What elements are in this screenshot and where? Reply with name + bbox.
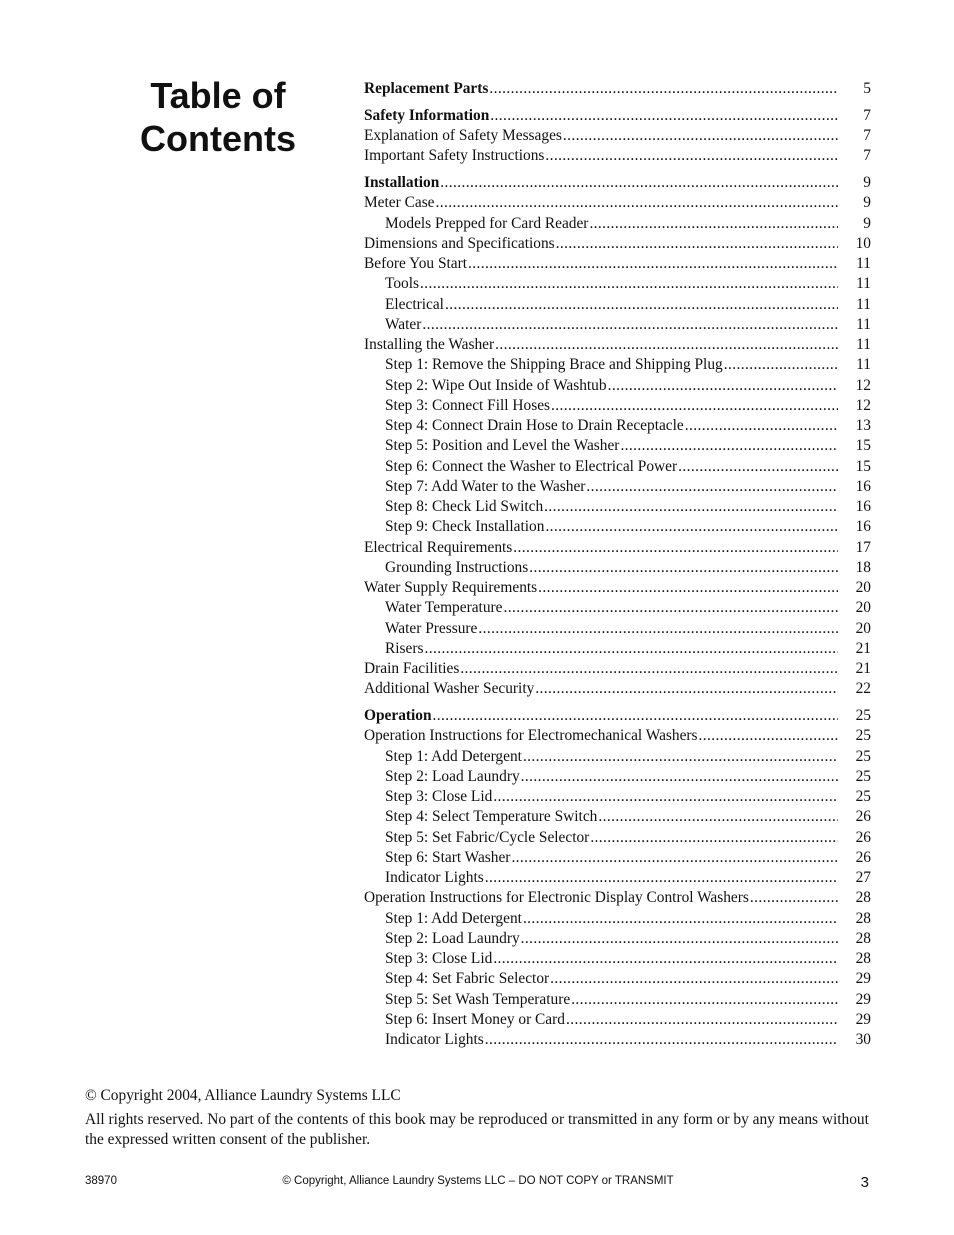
toc-entry-page: 13	[855, 417, 871, 434]
toc-entry-page: 25	[855, 767, 871, 785]
table-of-contents	[364, 79, 871, 1050]
toc-entry-page: 26	[855, 828, 871, 846]
toc-entry	[364, 659, 871, 679]
dot-leader	[478, 619, 838, 639]
toc-entry-page: 30	[855, 1031, 871, 1048]
dot-leader	[420, 274, 838, 294]
dot-leader	[556, 234, 838, 254]
toc-entry-label: Safety Information	[364, 106, 490, 124]
toc-entry-label: Indicator Lights	[385, 869, 484, 886]
toc-entry	[364, 234, 871, 254]
toc-entry-label: Step 6: Connect the Washer to Electrical Power	[385, 457, 678, 475]
toc-entry	[364, 929, 871, 949]
toc-entry-page: 28	[855, 909, 871, 927]
toc-entry-label: Step 5: Set Fabric/Cycle Selector	[385, 828, 590, 846]
toc-entry	[364, 335, 871, 355]
toc-entry-label: Electrical	[385, 295, 444, 313]
toc-entry	[364, 828, 871, 848]
toc-entry-label: Tools	[385, 275, 419, 293]
toc-entry-page: 11	[856, 275, 871, 293]
toc-entry-label: Step 3: Close Lid	[385, 950, 493, 967]
toc-entry	[364, 807, 871, 827]
dot-leader	[460, 659, 838, 679]
toc-entry-label: Replacement Parts	[364, 80, 489, 97]
toc-entry-page: 18	[855, 558, 871, 576]
dot-leader	[551, 396, 838, 416]
dot-leader	[545, 146, 838, 166]
toc-entry-label: Water Supply Requirements	[364, 579, 538, 596]
dot-leader	[521, 767, 838, 787]
dot-leader	[750, 888, 838, 908]
toc-entry	[364, 146, 871, 166]
dot-leader	[685, 416, 838, 436]
toc-entry-label: Step 6: Start Washer	[385, 848, 511, 866]
dot-leader	[598, 807, 838, 827]
toc-entry-page: 7	[863, 127, 871, 144]
dot-leader	[620, 436, 838, 456]
toc-entry-label: Installing the Washer	[364, 336, 495, 353]
toc-entry-page: 25	[855, 788, 871, 805]
dot-leader	[436, 193, 838, 213]
toc-entry	[364, 477, 871, 497]
dot-leader	[724, 355, 838, 375]
toc-entry	[364, 578, 871, 598]
toc-entry-page: 26	[855, 808, 871, 826]
dot-leader	[422, 315, 838, 335]
toc-entry	[364, 126, 871, 146]
toc-entry-label: Operation Instructions for Electronic Display Control Washers	[364, 889, 749, 907]
toc-entry-page: 12	[855, 376, 871, 394]
toc-entry-page: 25	[855, 707, 871, 724]
toc-entry-page: 17	[855, 538, 871, 556]
toc-entry	[364, 315, 871, 335]
toc-entry-label: Operation	[364, 707, 432, 724]
toc-entry-label: Step 2: Wipe Out Inside of Washtub	[385, 376, 607, 394]
toc-entry	[364, 538, 871, 558]
toc-entry	[364, 1030, 871, 1050]
toc-entry	[364, 193, 871, 213]
toc-entry	[364, 726, 871, 746]
toc-entry	[364, 355, 871, 375]
toc-entry	[364, 679, 871, 699]
dot-leader	[511, 848, 838, 868]
dot-leader	[424, 639, 838, 659]
toc-entry-label: Step 4: Set Fabric Selector	[385, 970, 550, 988]
toc-entry	[364, 706, 871, 726]
toc-entry-label: Step 4: Select Temperature Switch	[385, 808, 598, 826]
toc-entry	[364, 274, 871, 294]
dot-leader	[489, 79, 838, 99]
toc-entry-label: Step 9: Check Installation	[385, 518, 545, 536]
toc-entry	[364, 1010, 871, 1030]
toc-entry	[364, 888, 871, 908]
toc-entry	[364, 517, 871, 537]
toc-entry-label: Step 3: Close Lid	[385, 788, 493, 805]
toc-entry	[364, 868, 871, 888]
toc-entry	[364, 598, 871, 618]
toc-entry-page: 27	[855, 869, 871, 886]
dot-leader	[608, 376, 838, 396]
toc-entry-page: 7	[863, 147, 871, 165]
dot-leader	[589, 214, 838, 234]
toc-entry-label: Step 1: Remove the Shipping Brace and Shipping Plug	[385, 356, 723, 374]
toc-entry	[364, 949, 871, 969]
toc-entry-label: Water Temperature	[385, 599, 503, 617]
toc-entry-label: Indicator Lights	[385, 1031, 484, 1048]
toc-entry	[364, 214, 871, 234]
rights-statement: All rights reserved. No part of the contents of this book may be reproduced or transmitted in any form or by any means without the expressed written consent of the publisher.	[85, 1111, 869, 1148]
toc-entry-page: 28	[855, 889, 871, 907]
toc-entry-label: Grounding Instructions	[385, 558, 529, 576]
toc-entry	[364, 106, 871, 126]
toc-entry-page: 28	[855, 929, 871, 947]
toc-entry-label: Step 7: Add Water to the Washer	[385, 477, 586, 495]
dot-leader	[495, 335, 838, 355]
toc-entry-label: Installation	[364, 174, 440, 191]
toc-entry-label: Meter Case	[364, 194, 435, 212]
toc-entry	[364, 416, 871, 436]
copyright-line: © Copyright 2004, Alliance Laundry Systems LLC	[85, 1087, 401, 1104]
toc-entry-page: 16	[855, 498, 871, 515]
toc-entry-page: 15	[855, 437, 871, 455]
toc-entry-page: 20	[855, 619, 871, 637]
toc-entry-page: 7	[863, 106, 871, 124]
toc-entry-label: Step 1: Add Detergent	[385, 747, 522, 765]
toc-entry-label: Models Prepped for Card Reader	[385, 214, 589, 232]
toc-entry-label: Step 4: Connect Drain Hose to Drain Receptacle	[385, 417, 684, 434]
dot-leader	[550, 969, 838, 989]
toc-entry-page: 15	[855, 457, 871, 475]
dot-leader	[563, 126, 838, 146]
toc-entry-page: 21	[855, 660, 871, 677]
toc-entry	[364, 747, 871, 767]
toc-entry-page: 26	[855, 848, 871, 866]
toc-entry	[364, 787, 871, 807]
toc-entry-label: Step 1: Add Detergent	[385, 909, 522, 927]
dot-leader	[485, 868, 838, 888]
toc-entry-page: 25	[855, 747, 871, 765]
toc-entry-page: 10	[855, 234, 871, 252]
toc-entry	[364, 396, 871, 416]
toc-entry-label: Risers	[385, 639, 424, 657]
toc-entry-label: Drain Facilities	[364, 660, 460, 677]
toc-entry	[364, 376, 871, 396]
dot-leader	[535, 679, 838, 699]
dot-leader	[699, 726, 838, 746]
toc-entry-page: 22	[855, 680, 871, 698]
toc-entry-page: 9	[863, 174, 871, 191]
toc-entry-label: Electrical Requirements	[364, 538, 513, 556]
toc-entry	[364, 173, 871, 193]
dot-leader	[571, 990, 838, 1010]
toc-entry-page: 20	[855, 599, 871, 617]
document-number: 38970	[85, 1175, 117, 1187]
toc-entry-page: 21	[855, 639, 871, 657]
toc-entry	[364, 457, 871, 477]
toc-entry-label: Step 6: Insert Money or Card	[385, 1010, 565, 1028]
toc-entry	[364, 254, 871, 274]
dot-leader	[445, 295, 838, 315]
toc-entry-page: 11	[856, 315, 871, 333]
toc-entry-page: 9	[863, 214, 871, 232]
dot-leader	[440, 173, 838, 193]
toc-entry-page: 20	[855, 579, 871, 596]
dot-leader	[590, 828, 838, 848]
toc-entry-label: Dimensions and Specifications	[364, 234, 555, 252]
toc-entry-page: 28	[855, 950, 871, 967]
dot-leader	[545, 517, 838, 537]
toc-entry-page: 16	[855, 477, 871, 495]
dot-leader	[493, 787, 838, 807]
dot-leader	[523, 747, 838, 767]
toc-entry-label: Explanation of Safety Messages	[364, 127, 562, 144]
toc-entry-page: 29	[855, 970, 871, 988]
toc-entry-label: Before You Start	[364, 255, 468, 272]
page-footer	[85, 1174, 871, 1192]
toc-entry-page: 11	[856, 356, 871, 374]
toc-entry-page: 16	[855, 518, 871, 536]
toc-entry-page: 11	[856, 336, 871, 353]
toc-entry	[364, 497, 871, 517]
toc-entry	[364, 909, 871, 929]
footer-notice: © Copyright, Alliance Laundry Systems LLC – DO NOT COPY or TRANSMIT	[282, 1175, 674, 1187]
toc-entry-label: Step 5: Set Wash Temperature	[385, 990, 571, 1008]
page-title: Table of Contents	[140, 75, 296, 159]
toc-entry	[364, 295, 871, 315]
toc-entry-page: 29	[855, 1010, 871, 1028]
dot-leader	[544, 497, 838, 517]
toc-entry	[364, 79, 871, 99]
toc-entry-label: Step 8: Check Lid Switch	[385, 498, 544, 515]
dot-leader	[485, 1030, 838, 1050]
toc-entry-page: 12	[855, 396, 871, 414]
toc-entry	[364, 639, 871, 659]
dot-leader	[433, 706, 838, 726]
toc-entry-page: 25	[855, 727, 871, 745]
toc-entry	[364, 767, 871, 787]
toc-entry-page: 5	[863, 80, 871, 97]
toc-entry-label: Step 3: Connect Fill Hoses	[385, 396, 551, 414]
dot-leader	[521, 929, 838, 949]
dot-leader	[678, 457, 838, 477]
toc-entry-label: Step 2: Load Laundry	[385, 929, 520, 947]
toc-entry-label: Important Safety Instructions	[364, 147, 545, 165]
toc-entry-page: 9	[863, 194, 871, 212]
toc-entry-label: Step 2: Load Laundry	[385, 767, 520, 785]
toc-entry-label: Step 5: Position and Level the Washer	[385, 437, 620, 455]
toc-entry-label: Water	[385, 315, 422, 333]
toc-entry-label: Water Pressure	[385, 619, 478, 637]
toc-entry	[364, 436, 871, 456]
dot-leader	[468, 254, 838, 274]
toc-entry	[364, 558, 871, 578]
dot-leader	[503, 598, 838, 618]
dot-leader	[513, 538, 838, 558]
dot-leader	[566, 1010, 838, 1030]
dot-leader	[586, 477, 838, 497]
dot-leader	[529, 558, 838, 578]
toc-entry-page: 29	[855, 990, 871, 1008]
toc-entry-page: 11	[856, 255, 871, 272]
toc-entry	[364, 969, 871, 989]
toc-entry	[364, 848, 871, 868]
dot-leader	[490, 106, 838, 126]
toc-entry-label: Operation Instructions for Electromechanical Washers	[364, 727, 698, 745]
toc-entry-page: 11	[856, 295, 871, 313]
toc-entry	[364, 619, 871, 639]
dot-leader	[523, 909, 838, 929]
toc-entry-label: Additional Washer Security	[364, 680, 535, 698]
dot-leader	[538, 578, 838, 598]
toc-entry	[364, 990, 871, 1010]
dot-leader	[493, 949, 838, 969]
page-number: 3	[860, 1174, 869, 1191]
